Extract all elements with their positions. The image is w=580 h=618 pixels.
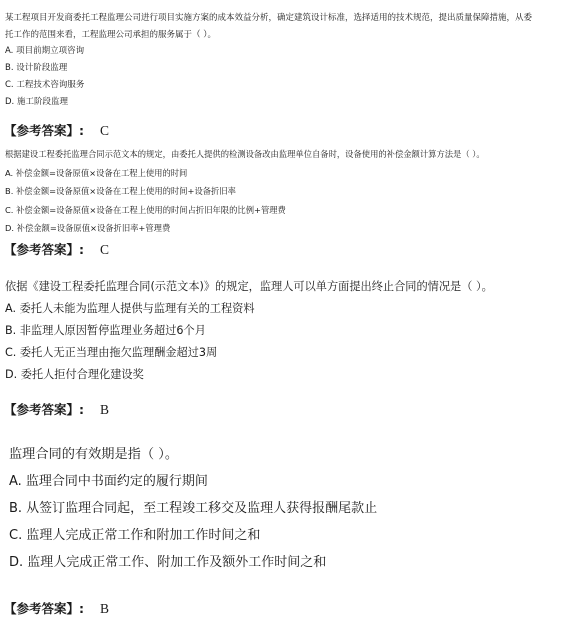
question-1-stem-line-1: 某工程项目开发商委托工程监理公司进行项目实施方案的成本效益分析，确定建筑设计标准，选择适用的技术规范，提出质量保障措施，从委 [5,13,533,23]
answer-3-value: B [100,402,110,417]
question-3-option-d: D. 委托人拒付合理化建设奖 [5,368,144,381]
answer-1-value: C [100,123,110,138]
question-4-stem-line-1: 监理合同的有效期是指（ ）。 [9,447,179,462]
answer-2-label: 【参考答案】: [4,242,84,257]
answer-1-label: 【参考答案】: [4,123,84,138]
question-2-option-a: A. 补偿金额=设备原值×设备在工程上使用的时间 [5,167,188,178]
question-2-option-b: B. 补偿金额=设备原值×设备在工程上使用的时间+设备折旧率 [5,186,236,196]
question-2-option-c: C. 补偿金额=设备原值×设备在工程上使用的时间占折旧年限的比例+管理费 [5,204,286,215]
question-3-option-a: A. 委托人未能为监理人提供与监理有关的工程资料 [5,302,255,315]
question-3-stem-line-1: 依据《建设工程委托监理合同(示范文本)》的规定，监理人可以单方面提出终止合同的情况是（ ）。 [5,280,493,293]
question-1-stem-line-2: 托工作的范围来看，工程监理公司承担的服务属于（ ）。 [5,29,216,40]
question-1-option-a: A. 项目前期立项咨询 [5,46,85,56]
question-4-option-c: C. 监理人完成正常工作和附加工作时间之和 [9,528,261,543]
answer-3 [4,400,109,418]
question-1 [5,10,574,111]
answer-4-label: 【参考答案】: [4,601,84,616]
question-1-option-c: C. 工程技术咨询服务 [5,80,85,90]
question-2 [5,145,574,238]
question-4-option-b: B. 从签订监理合同起，至工程竣工移交及监理人获得报酬尾款止 [9,501,378,516]
answer-2 [4,240,109,258]
question-3-option-c: C. 委托人无正当理由拖欠监理酬金超过3周 [5,346,218,359]
question-4-option-a: A. 监理合同中书面约定的履行期间 [9,474,208,489]
question-3-option-b: B. 非监理人原因暂停监理业务超过6个月 [5,324,206,337]
answer-1 [4,121,109,139]
question-2-stem-line-1: 根据建设工程委托监理合同示范文本的规定，由委托人提供的检测设备改由监理单位自备时，设备使用的补偿金额计算方法是（ ）。 [5,149,485,159]
question-1-option-b: B. 设计阶段监理 [5,63,68,73]
answer-2-value: C [100,242,110,257]
answer-4 [4,599,109,617]
question-3 [5,276,574,386]
question-4 [9,441,574,576]
answer-3-label: 【参考答案】: [4,402,84,417]
question-1-option-d: D. 施工阶段监理 [5,97,68,107]
question-2-option-d: D. 补偿金额=设备原值×设备折旧率+管理费 [5,223,171,233]
question-4-option-d: D. 监理人完成正常工作、附加工作及额外工作时间之和 [9,555,327,570]
answer-4-value: B [100,601,110,616]
